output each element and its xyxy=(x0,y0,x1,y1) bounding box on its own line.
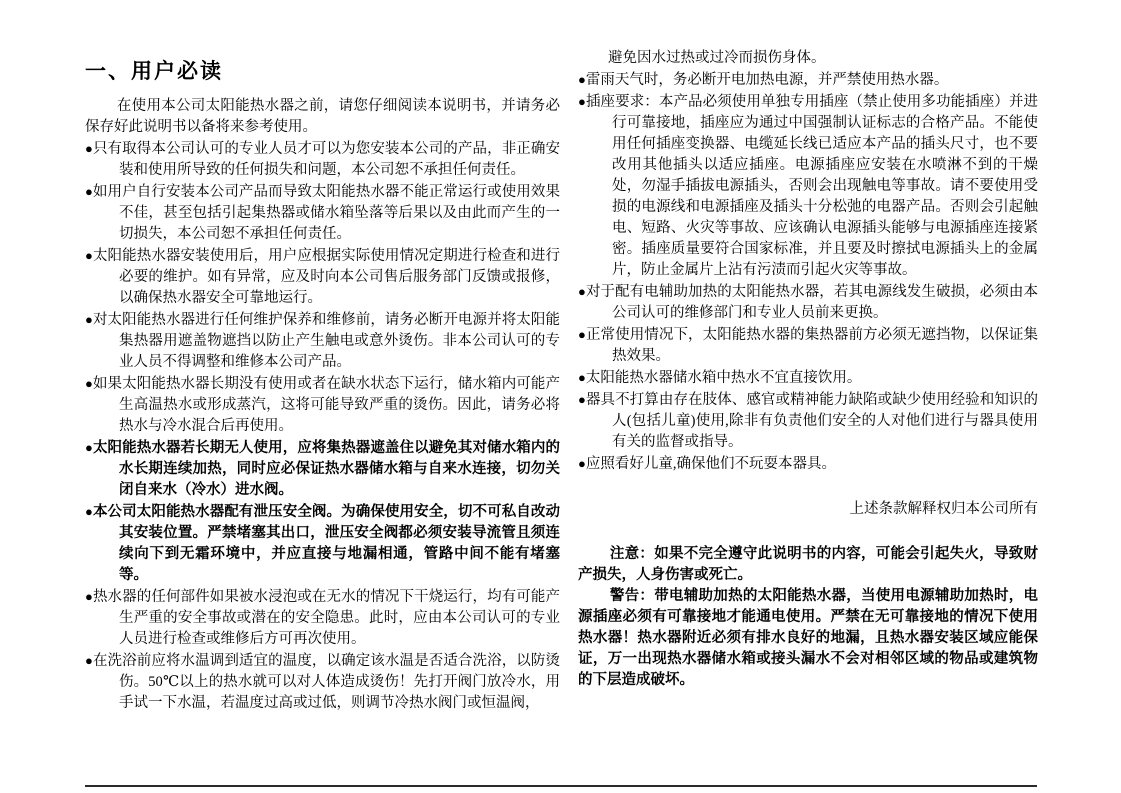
bullet-text: 雷雨天气时，务必断开电加热电源，并严禁使用热水器。 xyxy=(585,72,949,88)
bullet-dot-icon: ● xyxy=(578,72,586,87)
bullet-list-left xyxy=(85,138,560,714)
bullet-item xyxy=(85,138,560,181)
bullet-text: 如果太阳能热水器长期没有使用或者在缺水状态下运行，储水箱内可能产生高温热水或形成蒸汽，这将可能导致严重的烫伤。因此，请务必将热水与冷水混合后再使用。 xyxy=(92,376,560,434)
bullet-dot-icon: ● xyxy=(85,589,93,604)
bullet-dot-icon: ● xyxy=(85,504,93,519)
warning-paragraph: 警告：带电辅助加热的太阳能热水器，当使用电源辅助加热时，电源插座必须有可靠接地才能通电使用。严禁在无可靠接地的情况下使用热水器！热水器附近必须有排水良好的地漏，且热水器安装区域应能保证，万一出现热水器储水箱或接头漏水不会对相邻区域的物品或建筑物的下层造成破坏。 xyxy=(578,588,1038,688)
left-column xyxy=(85,55,560,714)
bullet-text: 插座要求：本产品必须使用单独专用插座（禁止使用多功能插座）并进行可靠接地，插座应为通过中国强制认证标志的合格产品。不能使用任何插座变换器、电缆延长线已适应本产品的插头尺寸，也不要改用其他插头以适应插座。电源插座应安装在水喷淋不到的干燥处，勿湿手插拔电源插头，否则会出现触电等事故。请不要使用受损的电源线和电源插座及插头十分松弛的电器产品。否则会引起触电、短路、火灾等事故、应该确认电源插头能够与电源插座连接紧密。插座质量要符合国家标准，并且要及时擦拭电源插头上的金属片，防止金属片上沾有污渍而引起火灾等事故。 xyxy=(585,94,1038,278)
bullet-text: 正常使用情况下，太阳能热水器的集热器前方必须无遮挡物，以保证集热效果。 xyxy=(585,327,1038,364)
bullet-dot-icon: ● xyxy=(578,456,586,471)
bullet-dot-icon: ● xyxy=(578,370,586,385)
bullet-item xyxy=(578,389,1038,453)
bullet-dot-icon: ● xyxy=(85,141,93,156)
bullet-item xyxy=(578,91,1038,281)
bullet-item xyxy=(578,69,1038,91)
bullet-text: 对太阳能热水器进行任何维护保养和维修前，请务必断开电源并将太阳能集热器用遮盖物遮挡以防止产生触电或意外烫伤。非本公司认可的专业人员不得调整和维修本公司产品。 xyxy=(92,312,560,370)
bullet-item xyxy=(85,245,560,309)
bullet-item xyxy=(85,181,560,245)
bullet-text: 应照看好儿童,确保他们不玩耍本器具。 xyxy=(585,456,836,472)
footer-rule xyxy=(85,785,1037,787)
notice-paragraph: 注意：如果不完全遵守此说明书的内容，可能会引起失火，导致财产损失，人身伤害或死亡。 xyxy=(578,546,1038,583)
bullet-item xyxy=(85,650,560,714)
bullet-item xyxy=(578,453,1038,475)
bullet-dot-icon: ● xyxy=(85,312,93,327)
bullet-item xyxy=(85,586,560,650)
bullet-text: 对于配有电辅助加热的太阳能热水器，若其电源线发生破损，必须由本公司认可的维修部门和专业人员前来更换。 xyxy=(585,284,1038,321)
page-title: 一、用户必读 xyxy=(85,60,223,83)
bullet-text: 本公司太阳能热水器配有泄压安全阀。为确保使用安全，切不可私自改动其安装位置。严禁堵塞其出口，泄压安全阀都必须安装导流管且须连续向下到无霜环境中，并应直接与地漏相通，管路中间不能有堵塞等。 xyxy=(92,504,560,583)
bullet-dot-icon: ● xyxy=(85,653,93,668)
bullet-dot-icon: ● xyxy=(578,392,586,407)
bullet-dot-icon: ● xyxy=(85,184,93,199)
bullet-dot-icon: ● xyxy=(85,376,93,391)
bullet-text: 器具不打算由存在肢体、感官或精神能力缺陷或缺少使用经验和知识的人(包括儿童)使用,除非有负责他们安全的人对他们进行与器具使用有关的监督或指导。 xyxy=(585,392,1038,450)
bullet-text: 如用户自行安装本公司产品而导致太阳能热水器不能正常运行或使用效果不佳，甚至包括引起集热器或储水箱坠落等后果以及由此而产生的一切损失，本公司恕不承担任何责任。 xyxy=(92,184,560,242)
rights-statement: 上述条款解释权归本公司所有 xyxy=(849,501,1038,517)
bullet-list-right xyxy=(578,69,1038,475)
bullet-text: 只有取得本公司认可的专业人员才可以为您安装本公司的产品，非正确安装和使用所导致的任何损失和问题，本公司恕不承担任何责任。 xyxy=(92,141,560,178)
bullet-text: 太阳能热水器储水箱中热水不宜直接饮用。 xyxy=(585,370,862,386)
bullet-item xyxy=(85,501,560,586)
bullet-dot-icon: ● xyxy=(578,94,586,109)
continuation-line: 避免因水过热或过冷而损伤身体。 xyxy=(608,50,826,66)
bullet-item xyxy=(578,367,1038,389)
bullet-text: 热水器的任何部件如果被水浸泡或在无水的情况下干烧运行，均有可能产生严重的安全事故或潜在的安全隐患。此时，应由本公司认可的专业人员进行检查或维修后方可再次使用。 xyxy=(92,589,560,647)
bullet-dot-icon: ● xyxy=(85,440,93,455)
bullet-dot-icon: ● xyxy=(578,284,586,299)
bullet-item xyxy=(85,437,560,501)
bullet-text: 太阳能热水器安装使用后，用户应根据实际使用情况定期进行检查和进行必要的维护。如有异常，应及时向本公司售后服务部门反馈或报修，以确保热水器安全可靠地运行。 xyxy=(92,248,560,306)
intro-paragraph: 在使用本公司太阳能热水器之前，请您仔细阅读本说明书，并请务必保存好此说明书以备将来参考使用。 xyxy=(85,98,560,135)
bullet-item xyxy=(578,324,1038,367)
bullet-text: 在洗浴前应将水温调到适宜的温度，以确定该水温是否适合洗浴，以防烫伤。50℃以上的热水就可以对人体造成烫伤！先打开阀门放冷水，用手试一下水温，若温度过高或过低，则调节冷热水阀门或恒温阀， xyxy=(92,653,560,711)
bullet-item xyxy=(578,281,1038,324)
bullet-dot-icon: ● xyxy=(578,327,586,342)
bullet-dot-icon: ● xyxy=(85,248,93,263)
bullet-text: 太阳能热水器若长期无人使用，应将集热器遮盖住以避免其对储水箱内的水长期连续加热，同时应必保证热水器储水箱与自来水连接，切勿关闭自来水（冷水）进水阀。 xyxy=(92,440,560,498)
bullet-item xyxy=(85,309,560,373)
bullet-item xyxy=(85,373,560,437)
right-column xyxy=(578,48,1038,691)
